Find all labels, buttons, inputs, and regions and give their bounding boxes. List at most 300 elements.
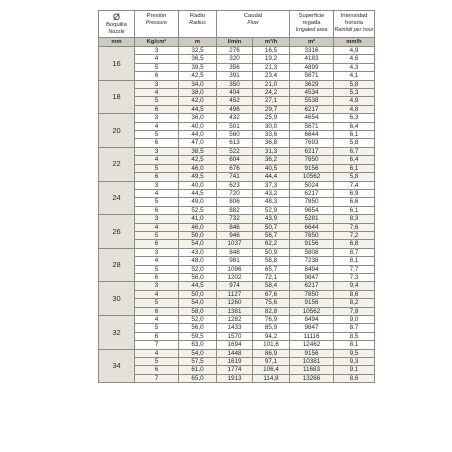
flow-m3h-cell: 43,9	[253, 215, 290, 223]
rainfall-cell: 6,4	[334, 156, 375, 164]
table-row	[99, 282, 375, 290]
pressure-cell: 5	[135, 131, 179, 139]
rainfall-cell: 5,8	[334, 139, 375, 147]
pressure-cell: 4	[135, 349, 179, 357]
nozzle-diameter-cell: 20	[99, 114, 135, 148]
pressure-cell: 5	[135, 63, 179, 71]
flow-lmin-cell: 604	[217, 156, 253, 164]
flow-lmin-cell: 1127	[217, 290, 253, 298]
nozzle-diameter-cell: 16	[99, 47, 135, 81]
flow-lmin-cell: 496	[217, 105, 253, 113]
table-row	[99, 349, 375, 357]
pressure-cell: 6	[135, 273, 179, 281]
header-pressure-en: Pressure	[145, 20, 168, 26]
pressure-cell: 5	[135, 97, 179, 105]
radius-cell: 50,0	[179, 231, 217, 239]
rainfall-cell: 9,1	[334, 366, 375, 374]
table-row	[99, 231, 375, 239]
flow-m3h-cell: 48,3	[253, 198, 290, 206]
area-cell: 7850	[290, 198, 334, 206]
flow-m3h-cell: 85,9	[253, 324, 290, 332]
pressure-cell: 6	[135, 139, 179, 147]
radius-cell: 38,5	[179, 147, 217, 155]
flow-lmin-cell: 1694	[217, 341, 253, 349]
table-row	[99, 97, 375, 105]
header-pressure	[135, 11, 179, 38]
area-cell: 10562	[290, 307, 334, 315]
rainfall-cell: 8,1	[334, 257, 375, 265]
radius-cell: 59,5	[179, 332, 217, 340]
rainfall-cell: 7,6	[334, 223, 375, 231]
rainfall-cell: 4,9	[334, 47, 375, 55]
radius-cell: 56,0	[179, 273, 217, 281]
area-cell: 8494	[290, 316, 334, 324]
area-cell: 4654	[290, 114, 334, 122]
radius-cell: 44,5	[179, 105, 217, 113]
area-cell: 9156	[290, 299, 334, 307]
flow-m3h-cell: 65,7	[253, 265, 290, 273]
flow-lmin-cell: 846	[217, 223, 253, 231]
radius-cell: 52,0	[179, 316, 217, 324]
pressure-cell: 5	[135, 231, 179, 239]
rainfall-cell: 9,5	[334, 349, 375, 357]
units-row	[99, 38, 375, 47]
rainfall-cell: 4,6	[334, 55, 375, 63]
table-row	[99, 299, 375, 307]
radius-cell: 40,0	[179, 181, 217, 189]
rainfall-cell: 4,1	[334, 72, 375, 80]
unit-cell: Kg/cm²	[135, 38, 179, 47]
area-cell: 11683	[290, 366, 334, 374]
header-nozzle	[99, 11, 135, 38]
area-cell: 3629	[290, 80, 334, 88]
flow-m3h-cell: 67,6	[253, 290, 290, 298]
pressure-cell: 4	[135, 122, 179, 130]
flow-m3h-cell: 72,1	[253, 273, 290, 281]
radius-cell: 43,0	[179, 248, 217, 256]
radius-cell: 52,5	[179, 206, 217, 214]
rainfall-cell: 8,5	[334, 332, 375, 340]
rainfall-cell: 7,4	[334, 181, 375, 189]
table-row	[99, 223, 375, 231]
area-cell: 8494	[290, 265, 334, 273]
nozzle-diameter-cell: 30	[99, 282, 135, 316]
header-area-en: Irrigated area	[295, 27, 328, 33]
pressure-cell: 5	[135, 164, 179, 172]
area-cell: 7850	[290, 231, 334, 239]
table-row	[99, 341, 375, 349]
flow-lmin-cell: 1570	[217, 332, 253, 340]
radius-cell: 46,0	[179, 164, 217, 172]
flow-lmin-cell: 848	[217, 248, 253, 256]
flow-m3h-cell: 44,4	[253, 173, 290, 181]
radius-cell: 44,5	[179, 189, 217, 197]
area-cell: 12462	[290, 341, 334, 349]
area-cell: 5538	[290, 97, 334, 105]
rainfall-cell: 4,8	[334, 105, 375, 113]
flow-m3h-cell: 23,4	[253, 72, 290, 80]
header-rainfall-en: Rainfall per hour	[334, 27, 374, 33]
radius-cell: 32,5	[179, 47, 217, 55]
pressure-cell: 4	[135, 55, 179, 63]
pressure-cell: 3	[135, 114, 179, 122]
header-rainfall-es: Intensidad horaria	[340, 13, 368, 26]
flow-lmin-cell: 1448	[217, 349, 253, 357]
table-row	[99, 47, 375, 55]
flow-m3h-cell: 43,2	[253, 189, 290, 197]
flow-m3h-cell: 58,8	[253, 257, 290, 265]
header-radius	[179, 11, 217, 38]
flow-lmin-cell: 882	[217, 206, 253, 214]
flow-m3h-cell: 30,0	[253, 122, 290, 130]
flow-lmin-cell: 452	[217, 97, 253, 105]
nozzle-diameter-cell: 34	[99, 349, 135, 383]
area-cell: 4534	[290, 89, 334, 97]
flow-lmin-cell: 522	[217, 147, 253, 155]
radius-cell: 36,5	[179, 55, 217, 63]
flow-lmin-cell: 432	[217, 114, 253, 122]
table-row	[99, 156, 375, 164]
area-cell: 4899	[290, 63, 334, 71]
rainfall-cell: 6,8	[334, 240, 375, 248]
radius-cell: 47,0	[179, 139, 217, 147]
unit-cell: m³/h	[253, 38, 290, 47]
area-cell: 6217	[290, 147, 334, 155]
flow-lmin-cell: 356	[217, 63, 253, 71]
table-row	[99, 265, 375, 273]
diameter-symbol: Ø	[112, 12, 120, 22]
radius-cell: 57,5	[179, 358, 217, 366]
table-row	[99, 72, 375, 80]
flow-lmin-cell: 404	[217, 89, 253, 97]
rainfall-cell: 6,4	[334, 122, 375, 130]
pressure-cell: 6	[135, 240, 179, 248]
nozzle-performance-table	[98, 10, 375, 383]
flow-m3h-cell: 36,2	[253, 156, 290, 164]
header-pressure-es: Presión	[146, 13, 167, 19]
rainfall-cell: 7,2	[334, 231, 375, 239]
radius-cell: 42,5	[179, 156, 217, 164]
table-row	[99, 206, 375, 214]
radius-cell: 48,0	[179, 257, 217, 265]
flow-lmin-cell: 1619	[217, 358, 253, 366]
rainfall-cell: 4,3	[334, 63, 375, 71]
flow-m3h-cell: 27,1	[253, 97, 290, 105]
area-cell: 7850	[290, 290, 334, 298]
header-flow-es: Caudal	[243, 13, 263, 19]
table-body	[99, 11, 375, 383]
rainfall-cell: 6,6	[334, 198, 375, 206]
rainfall-cell: 7,3	[334, 273, 375, 281]
header-rainfall	[334, 11, 375, 38]
area-cell: 6644	[290, 131, 334, 139]
flow-lmin-cell: 1774	[217, 366, 253, 374]
flow-lmin-cell: 974	[217, 282, 253, 290]
radius-cell: 56,0	[179, 324, 217, 332]
radius-cell: 54,0	[179, 240, 217, 248]
flow-m3h-cell: 76,9	[253, 316, 290, 324]
rainfall-cell: 6,1	[334, 164, 375, 172]
flow-m3h-cell: 106,4	[253, 366, 290, 374]
header-irrigated-area	[290, 11, 334, 38]
table-row	[99, 307, 375, 315]
flow-m3h-cell: 19,2	[253, 55, 290, 63]
flow-lmin-cell: 981	[217, 257, 253, 265]
flow-lmin-cell: 732	[217, 215, 253, 223]
unit-cell: m²	[290, 38, 334, 47]
area-cell: 10381	[290, 358, 334, 366]
radius-cell: 44,0	[179, 131, 217, 139]
flow-lmin-cell: 806	[217, 198, 253, 206]
area-cell: 7238	[290, 257, 334, 265]
rainfall-cell: 5,8	[334, 173, 375, 181]
nozzle-diameter-cell: 32	[99, 316, 135, 350]
table-row	[99, 215, 375, 223]
pressure-cell: 6	[135, 366, 179, 374]
radius-cell: 41,0	[179, 215, 217, 223]
table-row	[99, 114, 375, 122]
area-cell: 7693	[290, 139, 334, 147]
table-row	[99, 257, 375, 265]
table-row	[99, 374, 375, 382]
table-row	[99, 316, 375, 324]
area-cell: 7850	[290, 156, 334, 164]
radius-cell: 38,0	[179, 89, 217, 97]
area-cell: 5671	[290, 72, 334, 80]
flow-m3h-cell: 29,7	[253, 105, 290, 113]
rainfall-cell: 8,6	[334, 374, 375, 382]
table-row	[99, 63, 375, 71]
table-row	[99, 105, 375, 113]
flow-m3h-cell: 33,6	[253, 131, 290, 139]
pressure-cell: 5	[135, 299, 179, 307]
pressure-cell: 6	[135, 72, 179, 80]
area-cell: 9847	[290, 324, 334, 332]
pressure-cell: 3	[135, 282, 179, 290]
flow-lmin-cell: 623	[217, 181, 253, 189]
flow-m3h-cell: 16,5	[253, 47, 290, 55]
flow-m3h-cell: 82,8	[253, 307, 290, 315]
flow-lmin-cell: 613	[217, 139, 253, 147]
table-row	[99, 173, 375, 181]
radius-cell: 49,5	[179, 173, 217, 181]
radius-cell: 42,5	[179, 72, 217, 80]
pressure-cell: 5	[135, 358, 179, 366]
radius-cell: 46,0	[179, 223, 217, 231]
rainfall-cell: 8,1	[334, 341, 375, 349]
pressure-cell: 4	[135, 189, 179, 197]
rainfall-cell: 8,6	[334, 290, 375, 298]
flow-lmin-cell: 501	[217, 122, 253, 130]
flow-m3h-cell: 25,9	[253, 114, 290, 122]
flow-m3h-cell: 31,3	[253, 147, 290, 155]
pressure-cell: 4	[135, 223, 179, 231]
area-cell: 9156	[290, 240, 334, 248]
flow-lmin-cell: 741	[217, 173, 253, 181]
flow-lmin-cell: 676	[217, 164, 253, 172]
rainfall-cell: 9,4	[334, 282, 375, 290]
unit-cell: mm	[99, 38, 135, 47]
flow-m3h-cell: 52,9	[253, 206, 290, 214]
header-flow	[217, 11, 290, 38]
radius-cell: 34,0	[179, 80, 217, 88]
header-row	[99, 11, 375, 38]
area-cell: 6217	[290, 189, 334, 197]
area-cell: 5808	[290, 248, 334, 256]
table-row	[99, 181, 375, 189]
radius-cell: 54,0	[179, 349, 217, 357]
flow-lmin-cell: 720	[217, 189, 253, 197]
radius-cell: 44,5	[179, 282, 217, 290]
flow-lmin-cell: 1913	[217, 374, 253, 382]
flow-m3h-cell: 36,8	[253, 139, 290, 147]
area-cell: 4183	[290, 55, 334, 63]
table-row	[99, 80, 375, 88]
flow-lmin-cell: 320	[217, 55, 253, 63]
flow-m3h-cell: 101,6	[253, 341, 290, 349]
table-row	[99, 324, 375, 332]
rainfall-cell: 8,3	[334, 215, 375, 223]
flow-lmin-cell: 1260	[217, 299, 253, 307]
area-cell: 9654	[290, 206, 334, 214]
rainfall-cell: 7,8	[334, 307, 375, 315]
radius-cell: 65,0	[179, 374, 217, 382]
rainfall-cell: 8,7	[334, 324, 375, 332]
pressure-cell: 6	[135, 332, 179, 340]
pressure-cell: 4	[135, 257, 179, 265]
rainfall-cell: 6,9	[334, 189, 375, 197]
flow-m3h-cell: 56,7	[253, 231, 290, 239]
header-flow-en: Flow	[247, 20, 259, 26]
pressure-cell: 4	[135, 316, 179, 324]
flow-m3h-cell: 50,7	[253, 223, 290, 231]
unit-cell: mm/h	[334, 38, 375, 47]
pressure-cell: 6	[135, 105, 179, 113]
pressure-cell: 3	[135, 147, 179, 155]
nozzle-diameter-cell: 28	[99, 248, 135, 282]
radius-cell: 52,0	[179, 265, 217, 273]
radius-cell: 39,5	[179, 63, 217, 71]
pressure-cell: 5	[135, 324, 179, 332]
unit-cell: l/min	[217, 38, 253, 47]
rainfall-cell: 9,0	[334, 316, 375, 324]
header-radius-es: Radio	[189, 13, 206, 19]
pressure-cell: 5	[135, 198, 179, 206]
table-row	[99, 131, 375, 139]
pressure-cell: 3	[135, 181, 179, 189]
flow-m3h-cell: 114,8	[253, 374, 290, 382]
area-cell: 11116	[290, 332, 334, 340]
area-cell: 6644	[290, 223, 334, 231]
pressure-cell: 3	[135, 80, 179, 88]
area-cell: 13266	[290, 374, 334, 382]
flow-lmin-cell: 1381	[217, 307, 253, 315]
rainfall-cell: 8,7	[334, 248, 375, 256]
table-row	[99, 164, 375, 172]
flow-m3h-cell: 62,2	[253, 240, 290, 248]
pressure-cell: 7	[135, 374, 179, 382]
rainfall-cell: 5,3	[334, 89, 375, 97]
flow-m3h-cell: 21,3	[253, 63, 290, 71]
area-cell: 9156	[290, 349, 334, 357]
area-cell: 10562	[290, 173, 334, 181]
area-cell: 3316	[290, 47, 334, 55]
table-row	[99, 358, 375, 366]
radius-cell: 42,0	[179, 97, 217, 105]
table-row	[99, 332, 375, 340]
flow-lmin-cell: 1037	[217, 240, 253, 248]
flow-m3h-cell: 21,0	[253, 80, 290, 88]
flow-m3h-cell: 58,4	[253, 282, 290, 290]
area-cell: 9847	[290, 273, 334, 281]
flow-lmin-cell: 946	[217, 231, 253, 239]
rainfall-cell: 6,7	[334, 147, 375, 155]
rainfall-cell: 6,1	[334, 206, 375, 214]
area-cell: 5671	[290, 122, 334, 130]
area-cell: 9156	[290, 164, 334, 172]
table-row	[99, 240, 375, 248]
area-cell: 5024	[290, 181, 334, 189]
pressure-cell: 6	[135, 307, 179, 315]
table-row	[99, 122, 375, 130]
header-nozzle-es: Boquilla	[106, 22, 127, 28]
table-row	[99, 366, 375, 374]
unit-cell: m	[179, 38, 217, 47]
flow-lmin-cell: 1433	[217, 324, 253, 332]
flow-lmin-cell: 350	[217, 80, 253, 88]
radius-cell: 49,0	[179, 198, 217, 206]
flow-m3h-cell: 37,3	[253, 181, 290, 189]
flow-m3h-cell: 97,1	[253, 358, 290, 366]
area-cell: 6217	[290, 282, 334, 290]
nozzle-diameter-cell: 24	[99, 181, 135, 215]
area-cell: 6217	[290, 105, 334, 113]
radius-cell: 36,0	[179, 114, 217, 122]
flow-lmin-cell: 1202	[217, 273, 253, 281]
header-radius-en: Radius	[189, 20, 206, 26]
flow-m3h-cell: 86,9	[253, 349, 290, 357]
flow-m3h-cell: 24,2	[253, 89, 290, 97]
header-nozzle-en: Nozzle	[108, 29, 125, 35]
flow-lmin-cell: 276	[217, 47, 253, 55]
radius-cell: 61,0	[179, 366, 217, 374]
table-row	[99, 290, 375, 298]
pressure-cell: 6	[135, 173, 179, 181]
flow-m3h-cell: 40,5	[253, 164, 290, 172]
rainfall-cell: 5,8	[334, 80, 375, 88]
table-row	[99, 248, 375, 256]
flow-lmin-cell: 1096	[217, 265, 253, 273]
table-row	[99, 198, 375, 206]
pressure-cell: 3	[135, 215, 179, 223]
flow-m3h-cell: 50,9	[253, 248, 290, 256]
area-cell: 5281	[290, 215, 334, 223]
table-row	[99, 55, 375, 63]
rainfall-cell: 6,3	[334, 114, 375, 122]
rainfall-cell: 6,1	[334, 131, 375, 139]
flow-m3h-cell: 75,6	[253, 299, 290, 307]
header-area-es: Superficie regada	[298, 13, 325, 26]
rainfall-cell: 7,7	[334, 265, 375, 273]
flow-lmin-cell: 391	[217, 72, 253, 80]
specs-table-sheet	[98, 10, 374, 383]
nozzle-diameter-cell: 22	[99, 147, 135, 181]
flow-lmin-cell: 560	[217, 131, 253, 139]
rainfall-cell: 8,2	[334, 299, 375, 307]
radius-cell: 54,0	[179, 299, 217, 307]
pressure-cell: 4	[135, 89, 179, 97]
table-row	[99, 147, 375, 155]
